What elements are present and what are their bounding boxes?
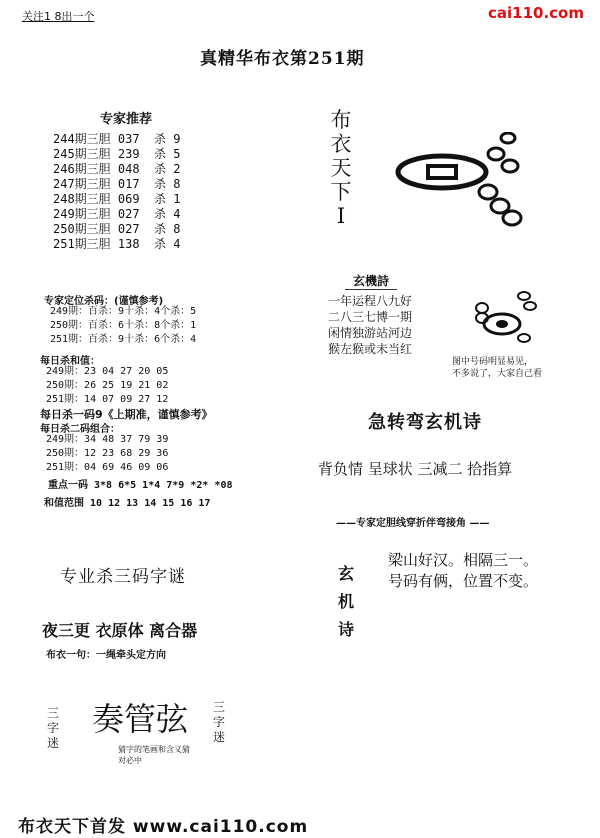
vertical-char: 机 (337, 592, 354, 611)
position-kill-heading: 专家定位杀码：(谨慎参考) (44, 296, 164, 307)
riddle-heading: 专业杀三码字谜 (60, 567, 186, 587)
poem-line: 号码有俩，位置不变。 (388, 572, 539, 590)
expert-row: 246期三胆 048 杀 2 (53, 162, 181, 176)
xuan-vertical (336, 560, 356, 644)
poem-line: 二八三七博一期 (328, 310, 413, 324)
xuanji-heading: 玄機詩 (345, 272, 397, 290)
site-watermark: cai110.com (488, 4, 584, 22)
zimi-right-vertical (212, 700, 226, 745)
sum-range: 和值范围 10 12 13 14 15 16 17 (44, 498, 211, 509)
daily-sum-row: 250期：26 25 19 21 02 (46, 380, 169, 391)
vertical-char: 诗 (337, 620, 354, 639)
buyi-vertical-title (328, 108, 354, 228)
daily-one-heading: 每日杀一码9《上期准，谨慎参考》 (40, 408, 213, 421)
daily-two-row: 251期：04 69 46 09 06 (46, 462, 169, 473)
coin-caption (452, 356, 582, 380)
coins-image (392, 132, 532, 228)
vertical-char: 三 (46, 706, 59, 720)
footer-text: 布衣天下首发 www.cai110.com (18, 817, 309, 837)
expert-row: 248期三胆 069 杀 1 (53, 192, 181, 206)
riddle-big-text: 奏管弦 (92, 700, 189, 738)
beifu-line: 背负情 呈球状 三减二 拾指算 (318, 460, 513, 478)
caption-line: 不多说了，大家自己看 (452, 369, 543, 379)
poem-line: 猴左猴或未当红 (328, 342, 413, 356)
vertical-char: 字 (212, 715, 225, 729)
vertical-char: 下 (330, 180, 352, 204)
daily-sum-heading: 每日杀和值： (40, 356, 100, 367)
daily-two-row: 249期：34 48 37 79 39 (46, 434, 169, 445)
jizhuan-title: 急转弯玄机诗 (368, 412, 482, 433)
vertical-char: 布 (330, 108, 352, 132)
vertical-char: 三 (212, 700, 225, 714)
expert-row: 244期三胆 037 杀 9 (53, 132, 181, 146)
riddle-note: 猜字的笔画和含义猜对必中 (118, 745, 190, 765)
follow-link[interactable]: 关注1 8出一个 (22, 10, 95, 23)
vertical-char: 字 (46, 721, 59, 735)
daily-sum-row: 249期：23 04 27 20 05 (46, 366, 169, 377)
expert-row: 250期三胆 027 杀 8 (53, 222, 181, 236)
coins-small-image (472, 288, 542, 348)
key-points: 重点一码 3*8 6*5 1*4 7*9 *2* *08 (48, 480, 233, 491)
vertical-char: 天 (330, 156, 352, 180)
expert-row: 251期三胆 138 杀 4 (53, 237, 181, 251)
buyi-line: 布衣一句：一绳牵头定方向 (46, 650, 166, 661)
page-title: 真精华布衣第251期 (200, 49, 365, 69)
daily-sum-row: 251期：14 07 09 27 12 (46, 394, 169, 405)
poem-line: 一年运程八九好 (328, 294, 413, 308)
expert-row: 247期三胆 017 杀 8 (53, 177, 181, 191)
expert-row: 249期三胆 027 杀 4 (53, 207, 181, 221)
vertical-char: 迷 (46, 736, 59, 750)
poem-line: 闲情独游站河边 (328, 326, 413, 340)
vertical-char: 玄 (337, 564, 354, 583)
zimi-left-vertical (46, 706, 60, 751)
caption-line: 图中号码明显易见， (452, 357, 534, 367)
expert-row: 245期三胆 239 杀 5 (53, 147, 181, 161)
poem-line: 梁山好汉。相隔三一。 (388, 551, 539, 569)
vertical-char: 迷 (212, 730, 225, 744)
position-kill-row: 250期：百杀：6十杀：8个杀：1 (50, 320, 197, 331)
dingdan-line: ——专家定胆线穿折伴弯接角 —— (336, 518, 490, 529)
riddle-clue: 夜三更 衣原体 离合器 (42, 621, 198, 640)
daily-two-row: 250期：12 23 68 29 36 (46, 448, 169, 459)
vertical-char: I (336, 204, 346, 228)
daily-two-heading: 每日杀二码组合： (40, 424, 120, 435)
position-kill-row: 251期：百杀：9十杀：6个杀：4 (50, 334, 197, 345)
vertical-char: 衣 (330, 132, 352, 156)
liangshan-poem (388, 550, 538, 592)
expert-heading: 专家推荐 (100, 112, 153, 127)
position-kill-row: 249期：百杀：9十杀：4个杀：5 (50, 306, 197, 317)
